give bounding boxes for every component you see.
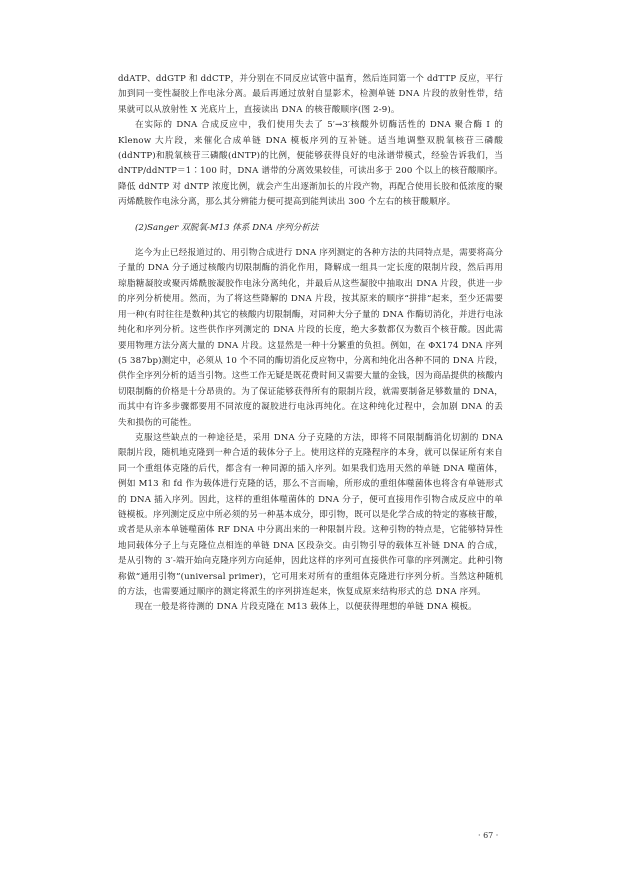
paragraph-3: 迄今为止已经报道过的、用引物合成进行 DNA 序列测定的各种方法的共同特点是，需要将高分子量的 DNA 分子通过核酸内切限制酶的消化作用，降解成一组具一定长度的限制片段，然后再用琼脂糖凝胶或聚丙烯酰胺凝胶作电泳分离纯化，并最后从这些凝胶中抽取出 DNA 片段，供进一步的序列分析使用。然而，为了将这些降解的 DNA 片段，按其原来的顺序“拼排”起来，至少还需要用一种(有时往往是数种)其它的核酸内切限制酶，对同种大分子量的 DNA 作酶切消化，并进行电泳纯化和序列分析。这些供作序列测定的 DNA 片段的长度，绝大多数都仅为数百个核苷酸。因此需要用物理方法分离大量的 DNA 片段。这显然是一种十分繁重的负担。例如，在 ΦX174 DNA 序列(5 387bp)测定中，必须从 10 个不同的酶切消化反应物中，分离和纯化出各种不同的 DNA 片段，供作全序列分析的适当引物。这些工作无疑是既花费时间又需要大量的金钱，因为商品提供的核酸内切限制酶的价格是十分昂贵的。为了保证能够获得所有的限制片段，就需要制备足够数量的 DNA，而其中有许多步骤都要用不同浓度的凝胶进行电泳再纯化。在这种纯化过程中，会加剧 DNA 的丢失和损伤的可能性。 bbox=[118, 248, 503, 428]
paragraph-1: ddATP、ddGTP 和 ddCTP，并分别在不同反应试管中温育，然后连同第一个 ddTTP 反应，平行加到同一变性凝胶上作电泳分离。最后再通过放射自显影术，检测单链 DNA 片段的放射性带，结果就可以从放射性 X 光底片上，直接读出 DNA 的核苷酸顺序(图 2-9)。 bbox=[118, 74, 503, 115]
paragraph-5: 现在一般是将待测的 DNA 片段克隆在 M13 载体上，以便获得理想的单链 DNA 模板。 bbox=[135, 602, 477, 613]
paragraph-2: 在实际的 DNA 合成反应中，我们使用失去了 5′→3′核酸外切酶活性的 DNA 聚合酶 Ⅰ 的 Klenow 大片段，来催化合成单链 DNA 模板序列的互补链。适当地调整双脱氧核苷三磷酸(ddNTP)和脱氧核苷三磷酸(dNTP)的比例，便能够获得良好的电泳谱带模式，经验告诉我们，当 dNTP/ddNTP＝1∶100 时，DNA 谱带的分离效果较佳，可读出多于 200 个以上的核苷酸顺序。降低 ddNTP 对 dNTP 浓度比例，就会产生出逐渐加长的片段产物，再配合使用长胶和低浓度的聚丙烯酰胺作电泳分离，那么其分辨能力便可提高到能判读出 300 个左右的核苷酸顺序。 bbox=[118, 120, 503, 208]
page-number: · 67 · bbox=[478, 831, 499, 840]
paragraph-4: 克服这些缺点的一种途径是，采用 DNA 分子克隆的方法，即将不同限制酶消化切割的 DNA 限制片段，随机地克隆到一种合适的载体分子上。使用这样的克隆程序的本身，就可以保证所有来自同一个重组体克隆的后代，都含有一种同源的插入序列。如果我们选用天然的单链 DNA 噬菌体，例如 M13 和 fd 作为载体进行克隆的话，那么不言而喻，所形成的重组体噬菌体也将含有单链形式的 DNA 插入序列。因此，这样的重组体噬菌体的 DNA 分子，便可直接用作引物合成反应中的单链模板。序列测定反应中所必须的另一种基本成分，即引物，既可以是化学合成的特定的寡核苷酸，或者是从亲本单链噬菌体 RF DNA 中分离出来的一种限制片段。这种引物的特点是，它能够特异性地同载体分子上与克隆位点相连的单链 DNA 区段杂交。由引物引导的载体互补链 DNA 的合成，是从引物的 3′-端开始向克隆序列方向延伸，因此这样的序列可直接供作可靠的序列测定。此种引物称做“通用引物”(universal primer)，它可用来对所有的重组体克隆进行序列分析。当然这种随机的方法，也需要通过顺序的测定将派生的序列拼连起来，恢复成原来结构形式的总 DNA 序列。 bbox=[118, 432, 503, 597]
section-heading: (2)Sanger 双脱氧-M13 体系 DNA 序列分析法 bbox=[135, 222, 319, 233]
page-body bbox=[118, 72, 503, 862]
